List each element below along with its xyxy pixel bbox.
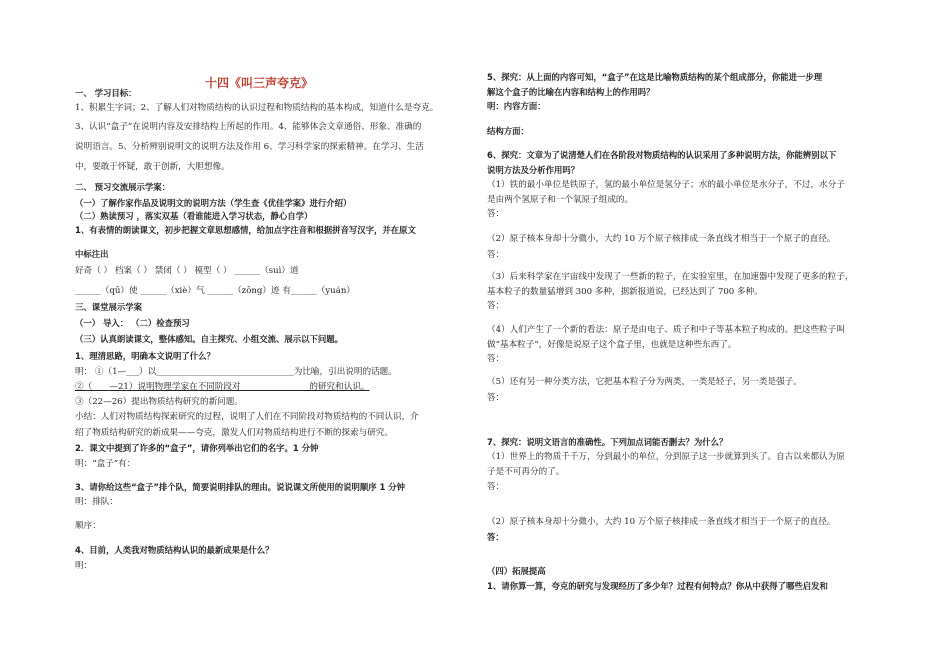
right-text-line: 6、探究：文章为了说清楚人们在各阶段对物质结构的认识采用了多种说明方法，你能辨别以下	[487, 150, 837, 160]
left-text-line: 1、积累生字词；2、了解人们对物质结构的认识过程和物质结构的基本构成，知道什么是夸克。	[75, 103, 439, 113]
right-text-line: 答：	[487, 532, 504, 542]
left-text-line: 二、 预习交流展示学案：	[75, 182, 171, 192]
right-text-line: （四）拓展提高	[487, 566, 546, 576]
right-text-line: （3）后来科学家在宇宙线中发现了一些新的粒子，在实验室里，在加速器中发现了更多的粒子，	[487, 272, 854, 282]
right-text-line: 基本粒子的数量猛增到 300 多种，据新报道说，已经达到了 700 多种。	[487, 287, 763, 297]
right-text-line: 明：内容方面：	[487, 101, 546, 111]
right-text-line: （2）原子核本身却十分微小，大约 10 万个原子核排成一条直线才相当于一个原子的直径。	[487, 234, 836, 244]
left-text-line: 明： ①（1—___）以________________________________为比喻，引出说明的话题。	[75, 367, 397, 377]
left-text-line: （二）熟读预习 ，落实双基（看谁能进入学习状态，静心自学）	[75, 211, 313, 221]
left-text-line: 绍了物质结构研究的新成果——夸克，激发人们对物质结构进行不断的探索与研究。	[75, 428, 393, 438]
right-text-line: 是由两个氢原子和一个氧原子组成的。	[487, 195, 634, 205]
left-text-line: 顺序：	[75, 521, 101, 531]
left-text-line: 中标注出	[75, 249, 109, 259]
right-text-line: （4）人们产生了一个新的看法：原子是由电子、质子和中子等基本粒子构成的。把这些粒子叫	[487, 325, 845, 335]
left-text-line: 明：“盒子”有：	[75, 459, 136, 469]
right-text-line: 结构方面：	[487, 126, 529, 136]
right-text-line: 做“基本粒子”，好像是说原子这个盒子里，也就是这种些东西了。	[487, 340, 737, 350]
right-text-line: 说明方法及分析作用吗？	[487, 165, 580, 175]
left-text-line: 说明语言。5、分析辨别说明文的说明方法及作用 6、学习科学家的探索精神。在学习、生活	[75, 142, 424, 152]
right-text-line: 答：	[487, 250, 505, 260]
left-text-line: （三）认真朗读课文，整体感知。自主探究、小组交流、展示以下问题。	[75, 334, 343, 344]
left-text-line: 小结：人们对物质结构探索研究的过程，说明了人们在不同阶段对物质结构的不同认识，介	[75, 412, 419, 422]
left-text-line: 中，要敢于怀疑，敢于创新，大胆想像。	[75, 162, 230, 172]
right-text-line: 5、探究：从上面的内容可知，“盒子”在这是比喻物质结构的某个组成部分，你能进一步理	[487, 72, 823, 82]
right-text-line: 子是不可再分的了。	[487, 467, 565, 477]
right-text-line: （5）还有另一种分类方法，它把基本粒子分为两类，一类是轻子，另一类是强子。	[487, 377, 802, 387]
right-text-line: 答：	[487, 301, 505, 311]
right-text-line: 解这个盒子的比喻在内容和结构上的作用吗？	[487, 87, 655, 97]
right-text-line: 7、探究：说明文语言的准确性。下列加点词能否删去？为什么？	[487, 437, 728, 447]
left-text-line: 1、理清思路，明确本文说明了什么？	[75, 351, 215, 361]
left-text-line: ②（____—21）说明物理学家在不同阶段对________________的研究和认识。	[75, 382, 370, 392]
left-text-line: 2．课文中提到了许多的“盒子”，请你列举出它们的名字。1 分钟	[75, 443, 319, 453]
left-text-line: （一）了解作家作品及说明文的说明方法（学生查《优佳学案》进行介绍）	[75, 198, 352, 208]
left-text-line: 三、课堂展示学案	[75, 302, 142, 312]
left-text-line: 1、有表情的朗读课文，初步把握文章思想感情，给加点字注音和根据拼音写汉字，并在原文	[75, 225, 416, 235]
left-text-line: 一、 学习目标：	[75, 88, 137, 98]
left-text-line: 3、认识“盒子”在说明内容及安排结构上所起的作用。4、能够体会文章通俗、形象、准确的	[75, 122, 422, 132]
left-text-line: 好奇（ ） 档案（ ） 禁闭（ ） 模型（ ） ______（suì）道	[75, 266, 299, 276]
left-text-line: 4、目前，人类我对物质结构认识的最新成果是什么？	[75, 545, 274, 555]
page-title: 十四《叫三声夸克》	[205, 76, 314, 90]
right-text-line: 答：	[487, 209, 505, 219]
right-text-line: （1）铁的最小单位是铁原子，氢的最小单位是氢分子；水的最小单位是水分子，不过，水分子	[487, 180, 845, 190]
left-text-line: ______（qū）使 ______（xiè）气 ______（zōng）迹 有______（yuán）	[75, 286, 355, 296]
left-text-line: （一） 导入： （二）检查预习	[75, 318, 190, 328]
right-text-line: 1、请你算一算，夸克的研究与发现经历了多少年？过程有何特点？你从中获得了哪些启发和	[487, 581, 828, 591]
right-text-line: （1）世界上的物质千千万，分到最小的单位，分到原子这一步就算到头了。自古以来都认为原	[487, 452, 845, 462]
left-text-line: 3、请你给这些“盒子”排个队，简要说明排队的理由。说说课文所使用的说明顺序 1 分钟	[75, 482, 405, 492]
right-text-line: 答：	[487, 354, 505, 364]
right-text-line: （2）原子核本身却十分微小，大约 10 万个原子核排成一条直线才相当于一个原子的直径。	[487, 517, 836, 527]
left-text-line: 明：排队：	[75, 497, 118, 507]
left-text-line: ③（22—26）提出物质结构研究的新问题。	[75, 397, 243, 407]
right-text-line: 答：	[487, 393, 505, 403]
right-text-line: 答：	[487, 482, 505, 492]
left-text-line: 明：	[75, 561, 93, 571]
